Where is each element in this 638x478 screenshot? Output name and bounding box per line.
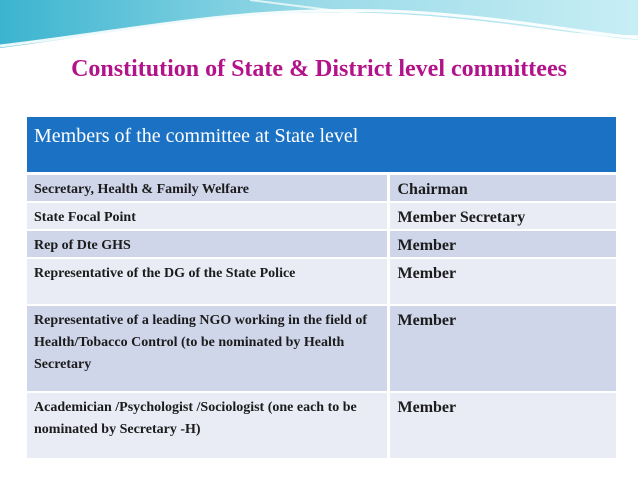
member-cell: Representative of a leading NGO working in the field of Health/Tobacco Control (to be nominated by Health Secretary bbox=[27, 305, 388, 392]
table-row bbox=[27, 202, 616, 230]
slide-title: Constitution of State & District level committees bbox=[71, 56, 567, 82]
role-cell: Member bbox=[388, 392, 616, 459]
committee-table bbox=[27, 117, 616, 460]
member-cell: Academician /Psychologist /Sociologist (one each to be nominated by Secretary -H) bbox=[27, 392, 388, 459]
table-row bbox=[27, 230, 616, 258]
table-row bbox=[27, 392, 616, 459]
role-cell: Member bbox=[388, 305, 616, 392]
member-cell: Representative of the DG of the State Police bbox=[27, 258, 388, 305]
member-cell: State Focal Point bbox=[27, 202, 388, 230]
decorative-wave-banner bbox=[0, 0, 638, 60]
table-row bbox=[27, 173, 616, 202]
table-row bbox=[27, 305, 616, 392]
role-cell: Member bbox=[388, 258, 616, 305]
role-cell: Member Secretary bbox=[388, 202, 616, 230]
member-cell: Rep of Dte GHS bbox=[27, 230, 388, 258]
member-cell: Secretary, Health & Family Welfare bbox=[27, 173, 388, 202]
table-header: Members of the committee at State level bbox=[27, 117, 616, 173]
role-cell: Chairman bbox=[388, 173, 616, 202]
role-cell: Member bbox=[388, 230, 616, 258]
table-row bbox=[27, 258, 616, 305]
table-header-row bbox=[27, 117, 616, 173]
